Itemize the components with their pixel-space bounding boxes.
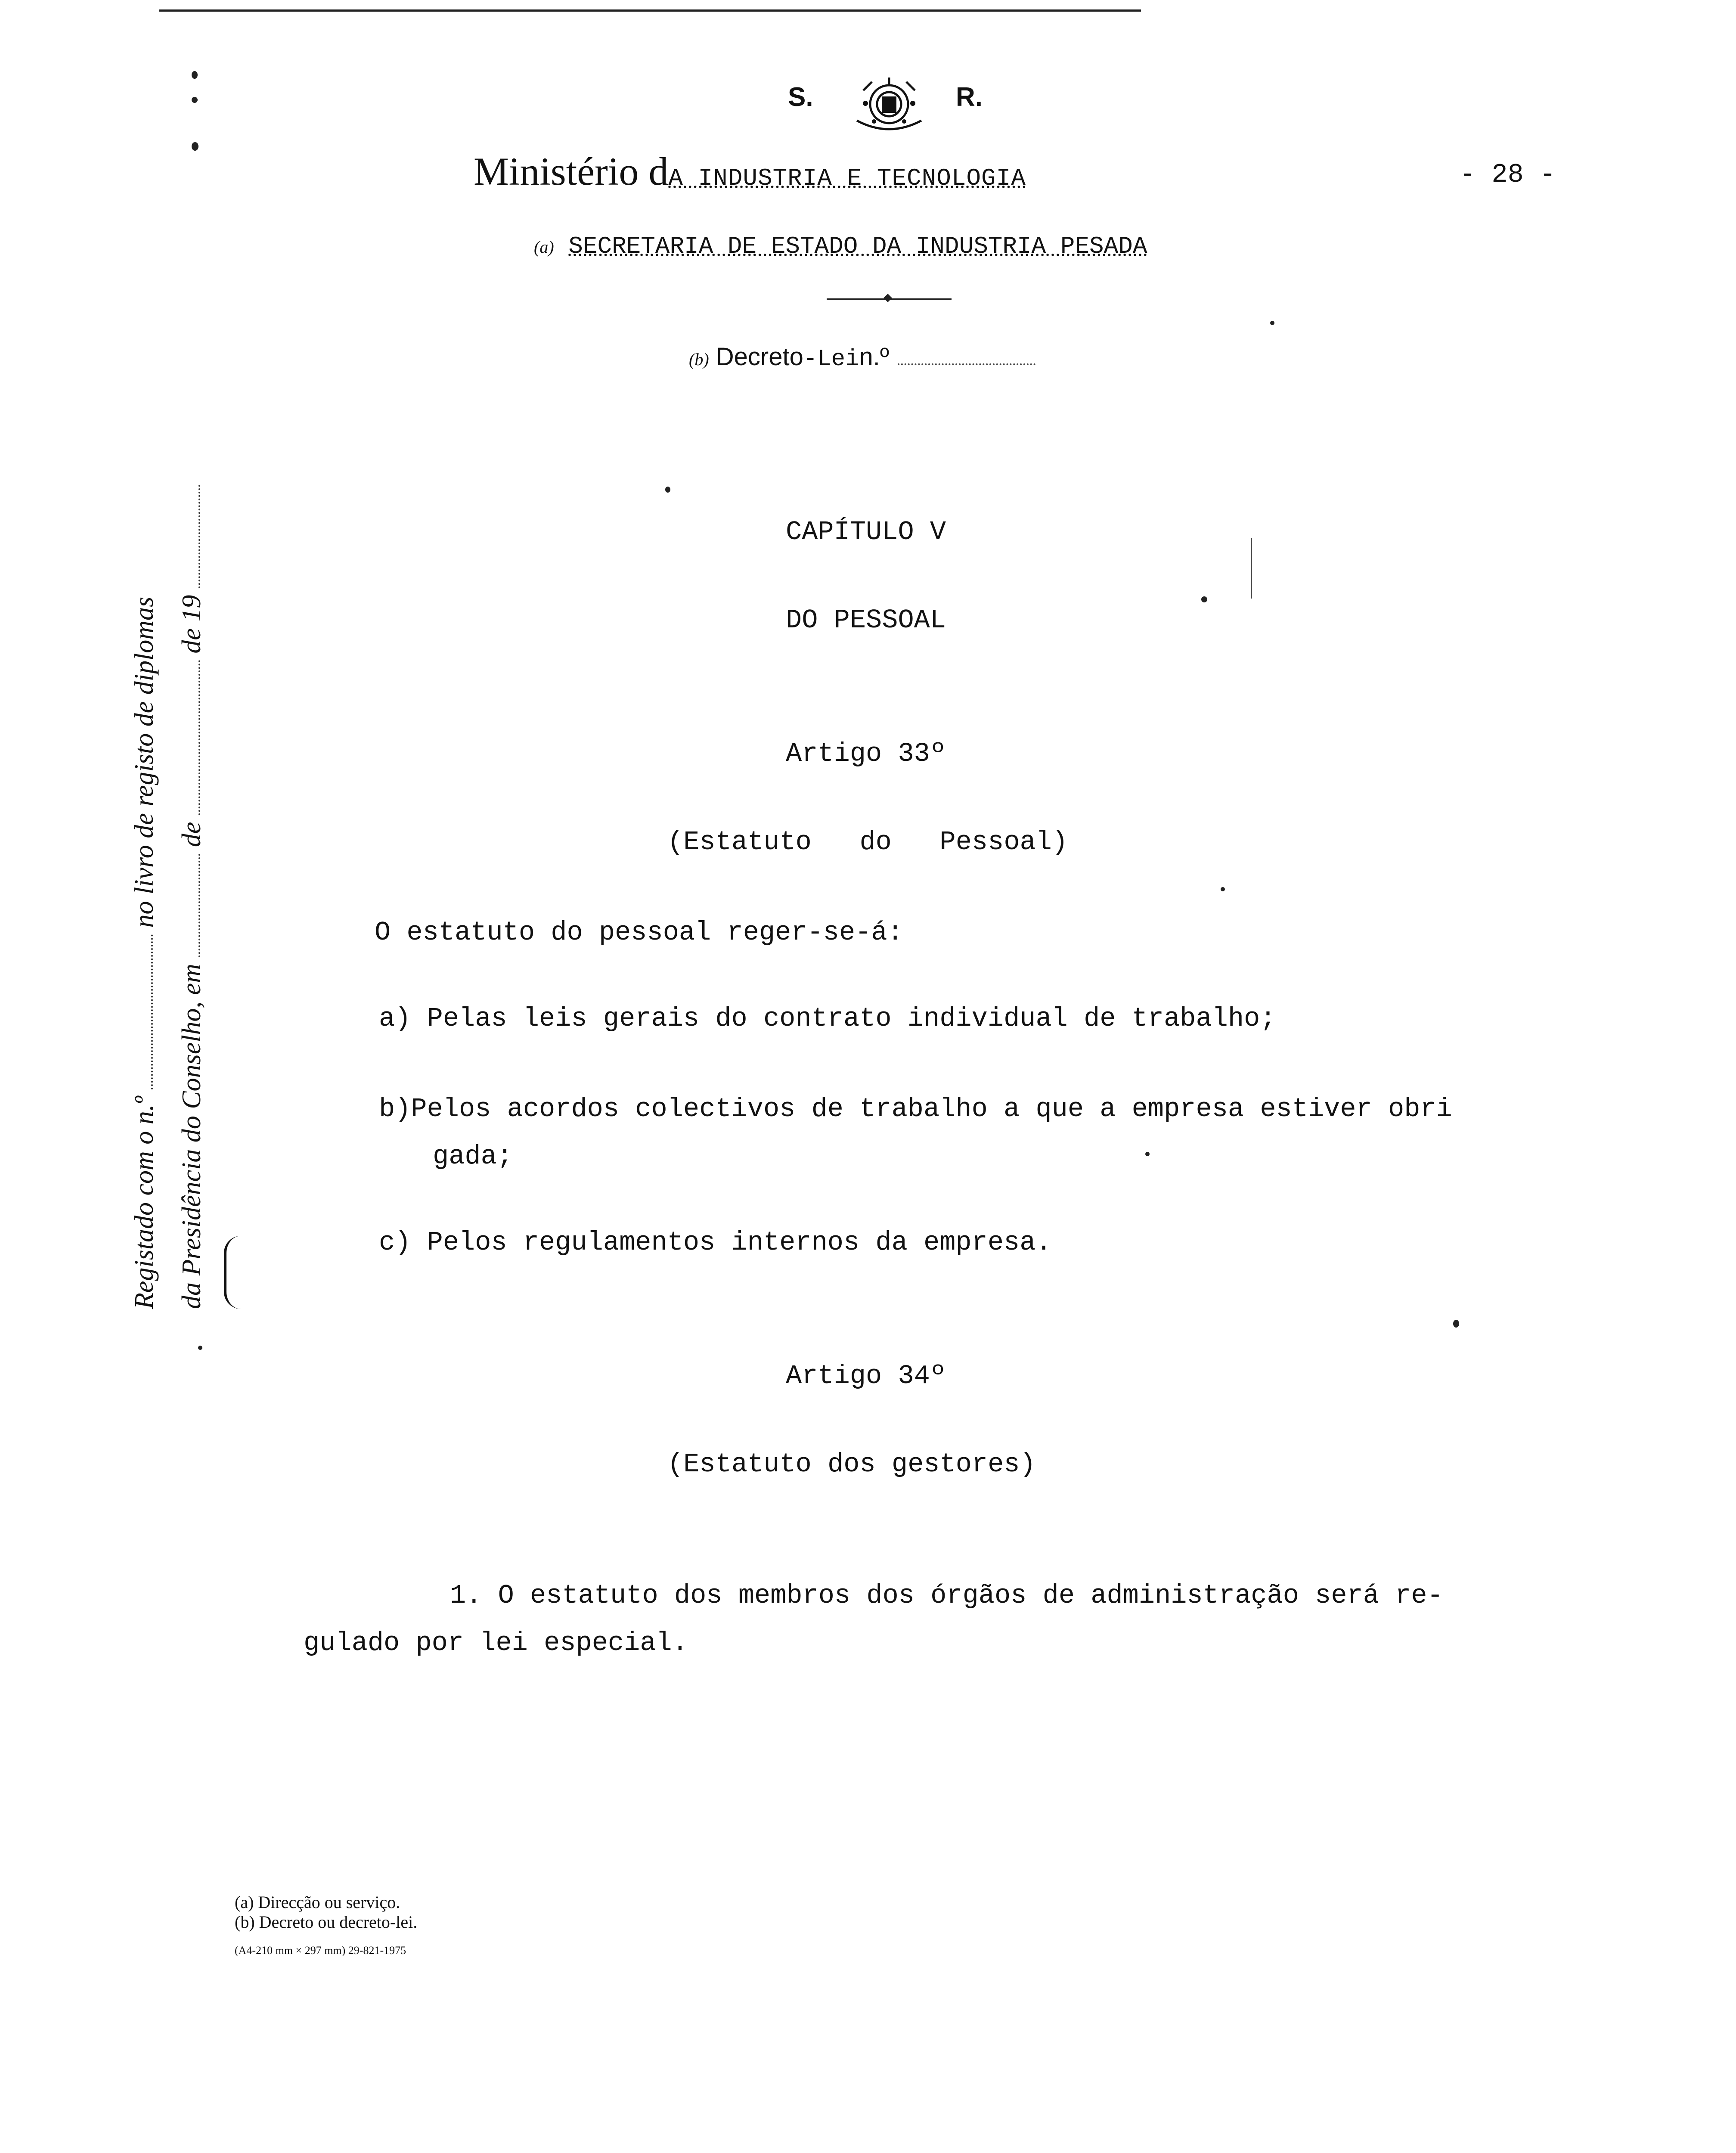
article-33-title: (Estatuto do Pessoal): [667, 827, 1068, 857]
margin-line-1: Registado com o n.º no livro de registo de diplomas: [130, 596, 159, 1309]
decreto-handwritten: -Lei: [803, 346, 859, 372]
crest-right-letter: R.: [956, 82, 983, 112]
article-34-heading: Artigo 34º: [786, 1361, 946, 1391]
secretaria-name: SECRETARIA DE ESTADO DA INDUSTRIA PESADA: [568, 233, 1147, 260]
ministry-line: [474, 149, 1335, 205]
article-34-paragraph-line-2: gulado por lei especial.: [304, 1628, 688, 1658]
ministry-name: A INDUSTRIA E TECNOLOGIA: [668, 164, 1026, 192]
page-number: - 28 -: [1460, 159, 1556, 190]
top-rule: [159, 9, 1141, 12]
crest-left-letter: S.: [788, 82, 813, 112]
margin-line-2: da Presidência do Conselho, em de de 19: [177, 485, 207, 1309]
secretaria-marker: (a): [534, 237, 554, 257]
ministry-prefix: Ministério d: [474, 149, 669, 193]
footnote-b: (b) Decreto ou decreto-lei.: [235, 1912, 418, 1932]
margin-bracket: [224, 1236, 244, 1309]
article-34-title: (Estatuto dos gestores): [667, 1449, 1036, 1480]
article-33-item-b-line-1: b)Pelos acordos colectivos de trabalho a que a empresa estiver obri: [379, 1094, 1452, 1124]
decreto-label: Decreto: [716, 343, 803, 371]
coat-of-arms-icon: [840, 73, 939, 138]
decreto-number-blank: [898, 363, 1035, 365]
article-34-paragraph-line-1: 1. O estatuto dos membros dos órgãos de administração será re-: [450, 1580, 1443, 1611]
footnotes: [235, 1892, 417, 1961]
registration-margin-note: [129, 319, 224, 1309]
chapter-heading: CAPÍTULO V: [786, 517, 946, 547]
decreto-marker: (b): [689, 350, 709, 369]
secretaria-line: [534, 233, 1147, 260]
decreto-suffix: n.º: [859, 343, 890, 371]
letterhead-crest: [788, 73, 1029, 138]
footnote-a: (a) Direcção ou serviço.: [235, 1892, 400, 1912]
article-33-intro: O estatuto do pessoal reger-se-á:: [375, 917, 903, 948]
article-33-item-c: c) Pelos regulamentos internos da empresa.: [379, 1227, 1052, 1258]
article-33-heading: Artigo 33º: [786, 738, 946, 769]
divider-ornament: [884, 294, 892, 302]
print-code: (A4-210 mm × 297 mm) 29-821-1975: [235, 1944, 406, 1957]
chapter-title: DO PESSOAL: [786, 605, 946, 636]
article-33-item-a: a) Pelas leis gerais do contrato individual de trabalho;: [379, 1003, 1276, 1034]
article-33-item-b-line-2: gada;: [433, 1141, 513, 1172]
decreto-line: [689, 342, 1035, 372]
margin-rule: [1251, 538, 1252, 599]
